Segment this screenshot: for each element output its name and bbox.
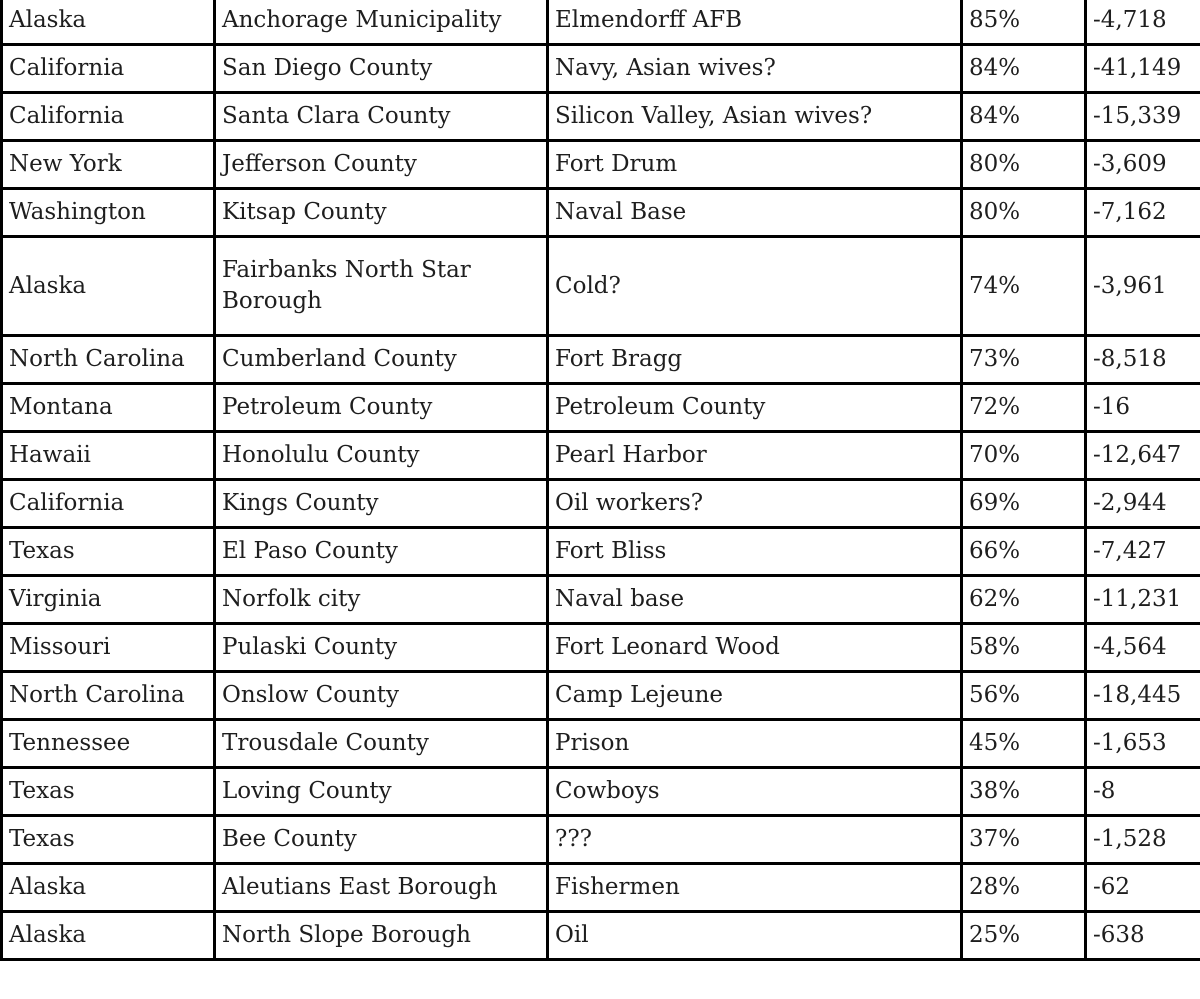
table-row — [2, 432, 1200, 480]
state-cell: New York — [2, 141, 215, 189]
percent-cell: 84% — [962, 93, 1086, 141]
state-cell: Hawaii — [2, 432, 215, 480]
state-cell: Texas — [2, 768, 215, 816]
reason-cell: Camp Lejeune — [548, 672, 962, 720]
percent-cell: 84% — [962, 45, 1086, 93]
county-cell: Honolulu County — [215, 432, 548, 480]
reason-cell: Fort Drum — [548, 141, 962, 189]
table-row — [2, 864, 1200, 912]
percent-cell: 45% — [962, 720, 1086, 768]
table-row — [2, 0, 1200, 45]
change-cell: -15,339 — [1086, 93, 1200, 141]
reason-cell: Cold? — [548, 237, 962, 336]
change-cell: -7,427 — [1086, 528, 1200, 576]
state-cell: Alaska — [2, 237, 215, 336]
change-cell: -12,647 — [1086, 432, 1200, 480]
state-cell: Texas — [2, 816, 215, 864]
table-row — [2, 768, 1200, 816]
county-cell: San Diego County — [215, 45, 548, 93]
table-row — [2, 672, 1200, 720]
reason-cell: Navy, Asian wives? — [548, 45, 962, 93]
county-cell: Trousdale County — [215, 720, 548, 768]
table-row — [2, 912, 1200, 960]
percent-cell: 80% — [962, 141, 1086, 189]
table-row — [2, 189, 1200, 237]
reason-cell: Oil — [548, 912, 962, 960]
change-cell: -8 — [1086, 768, 1200, 816]
change-cell: -7,162 — [1086, 189, 1200, 237]
table-row — [2, 624, 1200, 672]
reason-cell: Prison — [548, 720, 962, 768]
reason-cell: Silicon Valley, Asian wives? — [548, 93, 962, 141]
percent-cell: 72% — [962, 384, 1086, 432]
table-row — [2, 93, 1200, 141]
county-cell: Cumberland County — [215, 336, 548, 384]
county-cell: Pulaski County — [215, 624, 548, 672]
change-cell: -2,944 — [1086, 480, 1200, 528]
reason-cell: Naval base — [548, 576, 962, 624]
reason-cell: Pearl Harbor — [548, 432, 962, 480]
state-cell: Alaska — [2, 864, 215, 912]
reason-cell: Oil workers? — [548, 480, 962, 528]
percent-cell: 70% — [962, 432, 1086, 480]
state-cell: Alaska — [2, 912, 215, 960]
state-cell: California — [2, 45, 215, 93]
change-cell: -18,445 — [1086, 672, 1200, 720]
county-cell: Jefferson County — [215, 141, 548, 189]
reason-cell: Fort Bliss — [548, 528, 962, 576]
percent-cell: 37% — [962, 816, 1086, 864]
county-cell: Kings County — [215, 480, 548, 528]
change-cell: -638 — [1086, 912, 1200, 960]
change-cell: -41,149 — [1086, 45, 1200, 93]
state-cell: Virginia — [2, 576, 215, 624]
percent-cell: 25% — [962, 912, 1086, 960]
percent-cell: 62% — [962, 576, 1086, 624]
county-cell: Kitsap County — [215, 189, 548, 237]
state-cell: Tennessee — [2, 720, 215, 768]
county-cell: Petroleum County — [215, 384, 548, 432]
state-cell: North Carolina — [2, 672, 215, 720]
reason-cell: Fort Leonard Wood — [548, 624, 962, 672]
table-row — [2, 720, 1200, 768]
county-cell: Onslow County — [215, 672, 548, 720]
change-cell: -11,231 — [1086, 576, 1200, 624]
table-row — [2, 528, 1200, 576]
reason-cell: Naval Base — [548, 189, 962, 237]
reason-cell: ??? — [548, 816, 962, 864]
percent-cell: 66% — [962, 528, 1086, 576]
county-cell: El Paso County — [215, 528, 548, 576]
percent-cell: 85% — [962, 0, 1086, 45]
change-cell: -1,653 — [1086, 720, 1200, 768]
percent-cell: 80% — [962, 189, 1086, 237]
state-cell: Washington — [2, 189, 215, 237]
state-cell: California — [2, 480, 215, 528]
reason-cell: Elmendorff AFB — [548, 0, 962, 45]
change-cell: -4,564 — [1086, 624, 1200, 672]
reason-cell: Petroleum County — [548, 384, 962, 432]
county-cell: Santa Clara County — [215, 93, 548, 141]
state-cell: North Carolina — [2, 336, 215, 384]
state-cell: Montana — [2, 384, 215, 432]
reason-cell: Cowboys — [548, 768, 962, 816]
table-row — [2, 816, 1200, 864]
percent-cell: 69% — [962, 480, 1086, 528]
percent-cell: 58% — [962, 624, 1086, 672]
percent-cell: 56% — [962, 672, 1086, 720]
state-cell: Alaska — [2, 0, 215, 45]
change-cell: -3,609 — [1086, 141, 1200, 189]
change-cell: -1,528 — [1086, 816, 1200, 864]
state-cell: California — [2, 93, 215, 141]
change-cell: -16 — [1086, 384, 1200, 432]
percent-cell: 73% — [962, 336, 1086, 384]
county-cell: Aleutians East Borough — [215, 864, 548, 912]
change-cell: -4,718 — [1086, 0, 1200, 45]
reason-cell: Fort Bragg — [548, 336, 962, 384]
county-cell: Fairbanks North Star Borough — [215, 237, 548, 336]
percent-cell: 38% — [962, 768, 1086, 816]
reason-cell: Fishermen — [548, 864, 962, 912]
table-row — [2, 237, 1200, 336]
table-row — [2, 45, 1200, 93]
state-cell: Missouri — [2, 624, 215, 672]
table-row — [2, 480, 1200, 528]
county-cell: Bee County — [215, 816, 548, 864]
table-row — [2, 384, 1200, 432]
percent-cell: 28% — [962, 864, 1086, 912]
county-cell: North Slope Borough — [215, 912, 548, 960]
table-row — [2, 576, 1200, 624]
percent-cell: 74% — [962, 237, 1086, 336]
change-cell: -3,961 — [1086, 237, 1200, 336]
county-cell: Norfolk city — [215, 576, 548, 624]
change-cell: -62 — [1086, 864, 1200, 912]
table-row — [2, 336, 1200, 384]
county-cell: Loving County — [215, 768, 548, 816]
county-cell: Anchorage Municipality — [215, 0, 548, 45]
change-cell: -8,518 — [1086, 336, 1200, 384]
state-cell: Texas — [2, 528, 215, 576]
table-row — [2, 141, 1200, 189]
